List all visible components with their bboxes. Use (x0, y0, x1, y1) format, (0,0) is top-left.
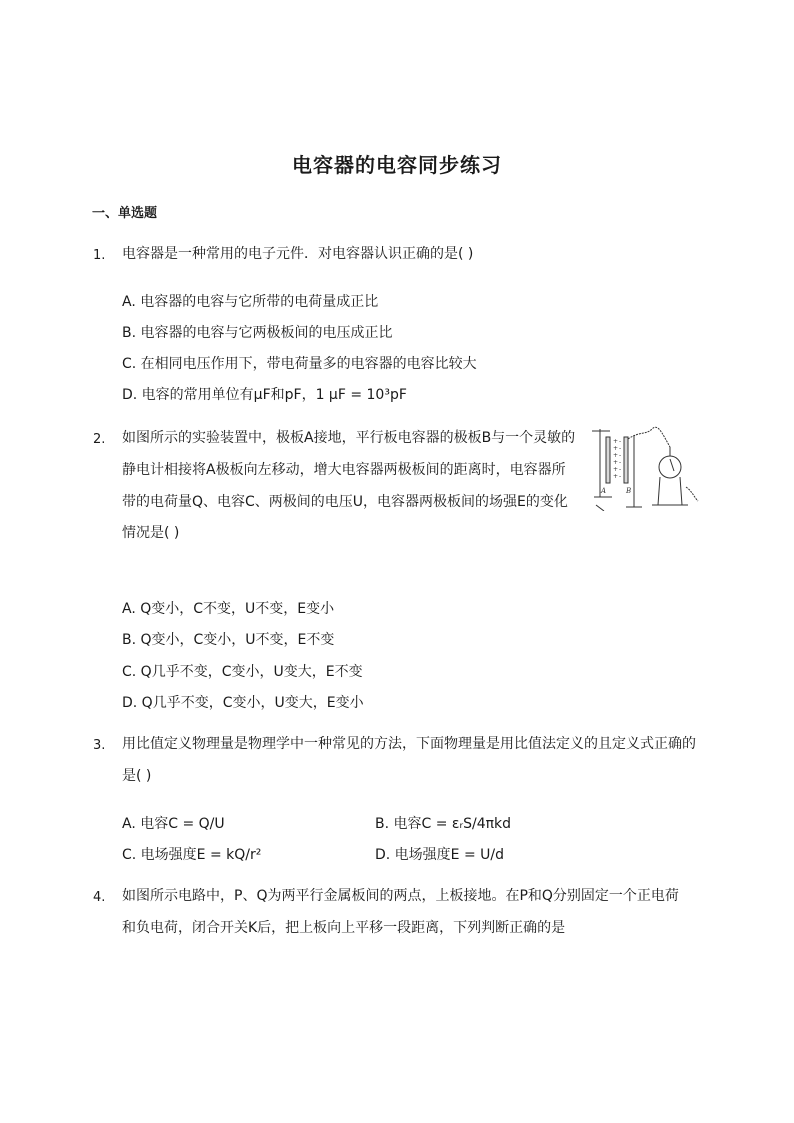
question-4-line-1: 如图所示电路中，P、Q为两平行金属板间的两点，上板接地。在P和Q分别固定一个正电荷 (122, 888, 679, 904)
question-1-option-b: B. 电容器的电容与它两极板间的电压成正比 (122, 325, 393, 341)
question-4-line-2: 和负电荷，闭合开关K后，把上板向上平移一段距离，下列判断正确的是 (122, 920, 566, 936)
question-1-number: 1. (93, 248, 106, 263)
question-3-line-1: 用比值定义物理量是物理学中一种常见的方法，下面物理量是用比值法定义的且定义式正确的 (122, 736, 696, 752)
section-heading: 一、单选题 (92, 206, 158, 221)
question-2-line-2: 静电计相接将A极板向左移动，增大电容器两极板间的距离时，电容器所 (122, 462, 566, 478)
svg-text:-: - (619, 459, 622, 466)
svg-text:-: - (619, 445, 622, 452)
question-3-option-c: C. 电场强度E = kQ/r² (122, 847, 262, 863)
svg-text:-: - (619, 438, 622, 445)
svg-text:+: + (613, 473, 619, 480)
plate-a (606, 437, 610, 483)
page-title: 电容器的电容同步练习 (292, 153, 502, 177)
question-2-option-b: B. Q变小，C变小，U不变，E不变 (122, 632, 335, 648)
question-2-option-a: A. Q变小，C不变，U不变，E变小 (122, 601, 335, 617)
question-3-number: 3. (93, 738, 106, 753)
figure-label-b: B (626, 487, 632, 495)
svg-text:+: + (613, 466, 619, 473)
svg-text:-: - (619, 466, 622, 473)
question-2-line-1: 如图所示的实验装置中，极板A接地，平行板电容器的极板B与一个灵敏的 (122, 430, 576, 446)
question-2-option-d: D. Q几乎不变，C变小，U变大，E变小 (122, 695, 364, 711)
question-1-text: 电容器是一种常用的电子元件．对电容器认识正确的是( ) (122, 246, 474, 262)
question-3-line-2: 是( ) (122, 768, 152, 784)
svg-text:-: - (619, 473, 622, 480)
svg-text:-: - (619, 452, 622, 459)
question-2-number: 2. (93, 432, 106, 447)
question-3-option-b: B. 电容C = εᵣS/4πkd (375, 816, 512, 832)
question-2-line-3: 带的电荷量Q、电容C、两极间的电压U，电容器两极板间的场强E的变化 (122, 494, 568, 510)
svg-text:+: + (613, 459, 619, 466)
question-4-number: 4. (93, 890, 106, 905)
electroscope-figure (590, 425, 702, 511)
question-2-line-4: 情况是( ) (122, 525, 180, 541)
figure-label-a: A (601, 487, 607, 495)
question-1-option-a: A. 电容器的电容与它所带的电荷量成正比 (122, 294, 379, 310)
question-3-option-a: A. 电容C = Q/U (122, 816, 225, 832)
question-1-option-c: C. 在相同电压作用下，带电荷量多的电容器的电容比较大 (122, 356, 477, 372)
ground-symbol (596, 505, 604, 511)
question-2-option-c: C. Q几乎不变，C变小，U变大，E不变 (122, 664, 363, 680)
svg-text:+: + (613, 438, 619, 445)
question-1-option-d: D. 电容的常用单位有μF和pF，1 μF = 10³pF (122, 387, 407, 403)
svg-text:+: + (613, 452, 619, 459)
question-3-option-d: D. 电场强度E = U/d (375, 847, 505, 863)
svg-text:+: + (613, 445, 619, 452)
plate-b (624, 437, 628, 483)
